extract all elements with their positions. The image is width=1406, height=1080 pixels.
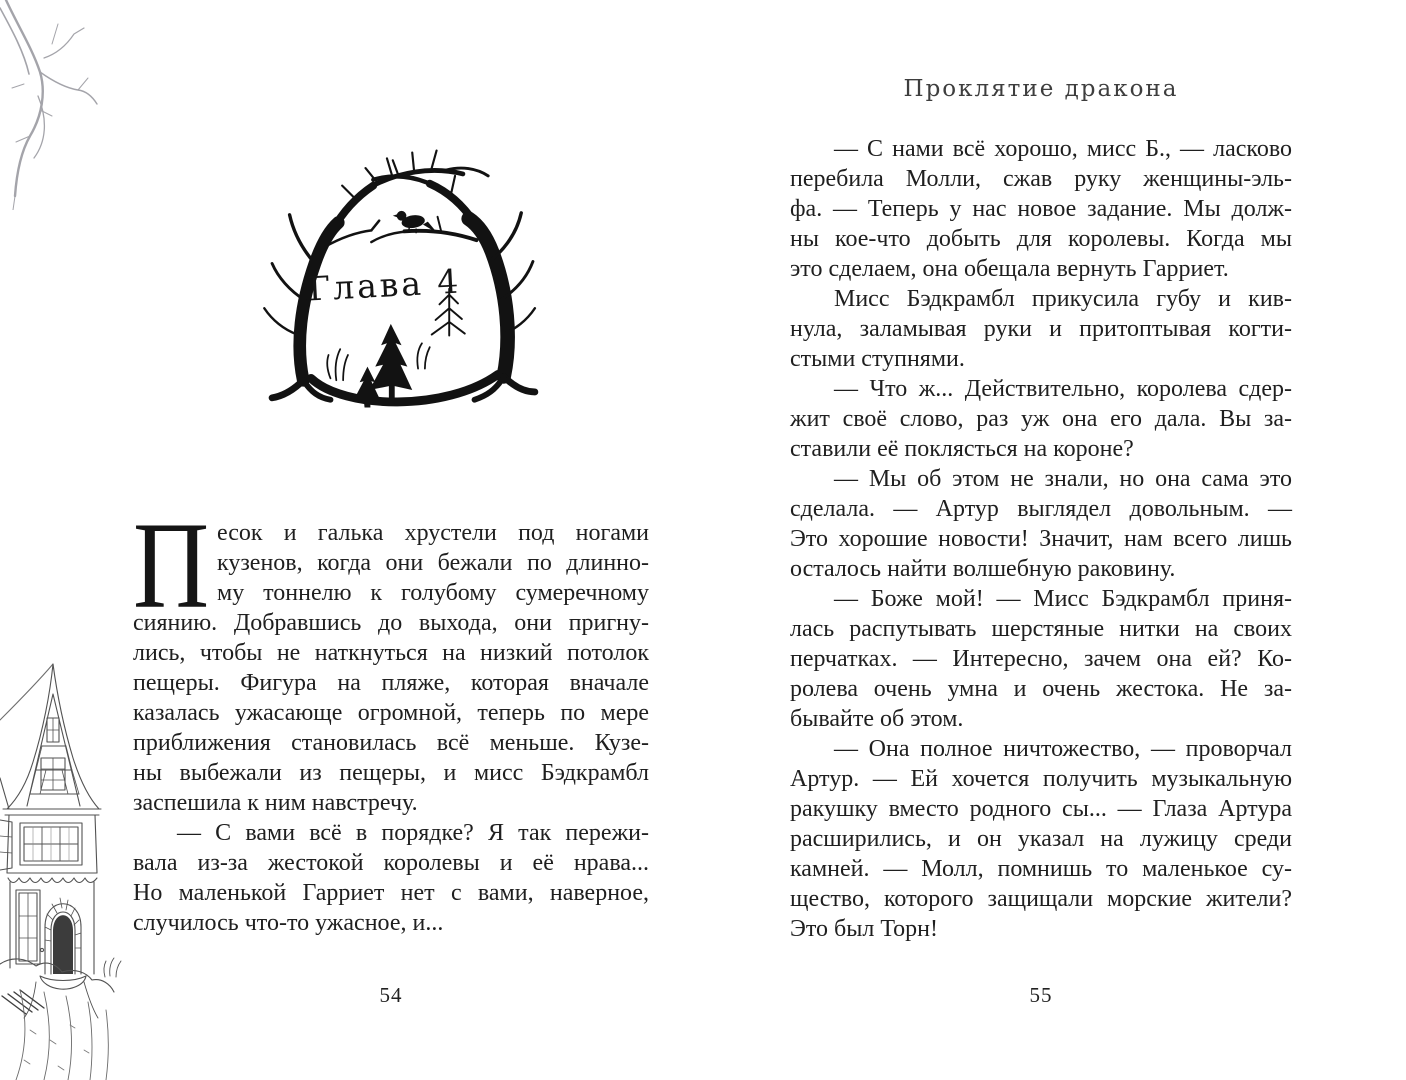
left-page: [133, 0, 649, 1080]
text-line: есок и галька хрустели под ногами: [217, 520, 649, 546]
text-line: казалась ужасающе огромной, теперь по мере: [133, 700, 649, 726]
text-line: ны выбежали из пещеры, и мисс Бэдкрамбл: [133, 760, 649, 786]
text-line: — Что ж... Действительно, королева сдер-: [834, 376, 1292, 402]
text-line: щество, которого защищали морские жители?: [790, 886, 1292, 912]
text-line: ролева очень умна и очень жестока. Не за-: [790, 676, 1292, 702]
text-line: лись, чтобы не наткнуться на низкий потолок: [133, 640, 649, 666]
text-line: бывайте об этом.: [790, 706, 964, 732]
text-line: — С нами всё хорошо, мисс Б., — ласково: [834, 136, 1292, 162]
text-line: это сделаем, она обещала вернуть Гарриет.: [790, 256, 1229, 282]
text-line: Но маленькой Гарриет нет с вами, наверное,: [133, 880, 649, 906]
right-page-text: [790, 134, 1292, 944]
text-line: заспешила к ним навстречу.: [133, 790, 418, 816]
text-line: стыми ступнями.: [790, 346, 965, 372]
text-line: перчатках. — Интересно, зачем она ей? Ко-: [790, 646, 1292, 672]
text-line: сиянию. Добравшись до выхода, они пригну-: [133, 610, 649, 636]
chapter-wreath-illustration: [245, 135, 560, 427]
chapter-title: Глава 4: [307, 261, 463, 309]
page-number-right: 55: [1029, 983, 1053, 1007]
running-header: Проклятие дракона: [903, 76, 1179, 102]
paragraph: [790, 374, 1292, 464]
text-line: — С вами всё в порядке? Я так пережи-: [177, 820, 649, 846]
paragraph: [790, 464, 1292, 584]
text-line: осталось найти волшебную раковину.: [790, 556, 1176, 582]
text-line: случилось что-то ужасное, и...: [133, 910, 444, 936]
text-line: ставили её поклясться на короне?: [790, 436, 1134, 462]
text-line: пещеры. Фигура на пляже, которая вначале: [133, 670, 649, 696]
text-line: вала из-за жестокой королевы и её нрава...: [133, 850, 649, 876]
text-line: кузенов, когда они бежали по длинно-: [217, 550, 649, 576]
text-line: фа. — Теперь у нас новое задание. Мы долж-: [790, 196, 1292, 222]
text-line: приближения становилась всё меньше. Кузе-: [133, 730, 649, 756]
text-line: му тоннелю к голубому сумеречному: [217, 580, 649, 606]
drop-cap: П: [133, 497, 210, 634]
text-line: расширились, и он указал на лужицу среди: [790, 826, 1292, 852]
text-line: нула, заламывая руки и притоптывая когти-: [790, 316, 1292, 342]
pine-trees-icon: [354, 324, 412, 408]
paragraph: [790, 584, 1292, 734]
text-line: Это хорошие новости! Значит, нам всего лишь: [790, 526, 1292, 552]
paragraph: [790, 134, 1292, 284]
text-line: — Она полное ничтожество, — проворчал: [834, 736, 1292, 762]
text-line: лась распутывать шерстяные нитки на своих: [790, 616, 1292, 642]
text-line: ны кое-что добыть для королевы. Когда мы: [790, 226, 1292, 252]
text-line: Артур. — Ей хочется получить музыкальную: [790, 766, 1292, 792]
page-number-left: 54: [379, 983, 403, 1007]
text-line: Мисс Бэдкрамбл прикусила губу и кив-: [834, 286, 1292, 312]
paragraph: [790, 284, 1292, 374]
text-line: — Боже мой! — Мисс Бэдкрамбл приня-: [834, 586, 1292, 612]
text-line: — Мы об этом не знали, но она сама это: [834, 466, 1292, 492]
text-line: перебила Молли, сжав руку женщины-эль-: [790, 166, 1292, 192]
text-line: Это был Торн!: [790, 916, 939, 942]
left-page-text: [133, 497, 649, 938]
right-page: [790, 0, 1292, 1080]
text-line: ракушку вместо родного сы... — Глаза Артура: [790, 796, 1292, 822]
text-line: жит своё слово, раз уж она его дала. Вы за-: [790, 406, 1292, 432]
text-line: камней. — Молл, помнишь то маленькое су-: [790, 856, 1292, 882]
paragraph: [133, 818, 649, 938]
paragraph: [133, 497, 649, 818]
text-line: сделала. — Артур выглядел довольным. —: [790, 496, 1292, 522]
paragraph: [790, 734, 1292, 944]
